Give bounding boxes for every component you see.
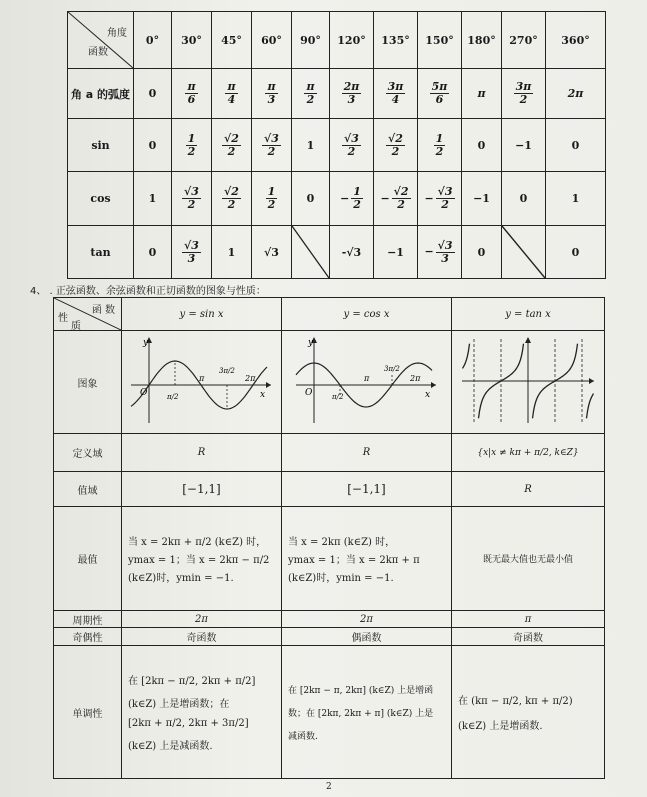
- mono-tan-line2: (k∈Z) 上是增函数.: [458, 721, 543, 732]
- mono-cos-line2: 数；在 [2kπ, 2kπ + π] (k∈Z) 上是: [288, 708, 434, 719]
- cos-y-label: y: [307, 338, 313, 348]
- cos-cell-5: − $\frac{1}{2}$: [330, 172, 374, 226]
- sin-cell-10: 0: [546, 119, 606, 172]
- header-zhi: 质: [71, 321, 81, 332]
- sin-pi-label: π: [198, 374, 204, 383]
- mono-cos-line1: 在 [2kπ − π, 2kπ] (k∈Z) 上是增函: [288, 685, 434, 696]
- domain-tan: {x|x ≠ kπ + π/2, k∈Z}: [452, 434, 605, 472]
- rad-cell-1: $\frac{\pi}{6}$: [172, 69, 212, 119]
- sin-origin-label: O: [139, 388, 147, 398]
- cos-cell-9: 0: [502, 172, 546, 226]
- period-tan: π: [452, 611, 605, 628]
- ext-cos-line2: ymax = 1；当 x = 2kπ + π: [288, 555, 420, 566]
- tan-cell-1: $\frac{√3}{3}$: [172, 226, 212, 279]
- extreme-cos: [282, 507, 452, 611]
- row-range-label: 值域: [54, 472, 122, 507]
- extreme-tan: 既无最大值也无最小值: [452, 507, 605, 611]
- period-sin: 2π: [122, 611, 282, 628]
- angle-60: 60°: [252, 12, 292, 69]
- sin-y-label: y: [142, 338, 148, 348]
- tan-cell-2: 1: [212, 226, 252, 279]
- rad-cell-9: $\frac{3\pi}{2}$: [502, 69, 546, 119]
- angle-90: 90°: [292, 12, 330, 69]
- mono-sin-line4: (k∈Z) 上是减函数.: [128, 741, 213, 752]
- angle-30: 30°: [172, 12, 212, 69]
- rad-cell-2: $\frac{\pi}{4}$: [212, 69, 252, 119]
- sine-graph: [127, 333, 277, 428]
- col-sin: y = sin x: [122, 298, 282, 331]
- row-graph-label: 图象: [54, 331, 122, 434]
- diagonal-line: [68, 12, 133, 68]
- cos-cell-4: 0: [292, 172, 330, 226]
- tan-cell-7: − $\frac{√3}{3}$: [418, 226, 462, 279]
- tan-cell-0: 0: [134, 226, 172, 279]
- rad-cell-5: $\frac{2\pi}{3}$: [330, 69, 374, 119]
- mono-sin-line1: 在 [2kπ − π/2, 2kπ + π/2]: [128, 676, 256, 687]
- sin-graph-cell: [122, 331, 282, 434]
- angle-120: 120°: [330, 12, 374, 69]
- rad-cell-3: $\frac{\pi}{3}$: [252, 69, 292, 119]
- tan-label: tan: [68, 226, 134, 279]
- angle-270: 270°: [502, 12, 546, 69]
- parity-cos: 偶函数: [282, 628, 452, 646]
- extreme-sin: [122, 507, 282, 611]
- cos-origin-label: O: [304, 388, 312, 398]
- tangent-graph: [458, 333, 598, 428]
- undefined-slash: [502, 226, 545, 278]
- rad-cell-6: $\frac{3\pi}{4}$: [374, 69, 418, 119]
- corner-header: [68, 12, 134, 69]
- rad-cell-4: $\frac{\pi}{2}$: [292, 69, 330, 119]
- sin-cell-7: $\frac{1}{2}$: [418, 119, 462, 172]
- section-4-title: 4、 . 正弦函数、余弦函数和正切函数的图象与性质：: [30, 286, 266, 297]
- header-function: 函数: [88, 47, 108, 58]
- sin-cell-5: $\frac{√3}{2}$: [330, 119, 374, 172]
- cos-x-label: x: [424, 390, 430, 400]
- cos-cell-1: $\frac{√3}{2}$: [172, 172, 212, 226]
- row-cos: [68, 172, 606, 226]
- ext-sin-line1: 当 x = 2kπ + π/2 (k∈Z) 时，: [128, 537, 267, 548]
- cos-graph-cell: [282, 331, 452, 434]
- row-tan: [68, 226, 606, 279]
- col-tan: y = tan x: [452, 298, 605, 331]
- sin-cell-0: 0: [134, 119, 172, 172]
- row-radians: [68, 69, 606, 119]
- ext-sin-line3: (k∈Z)时，ymin = −1.: [128, 573, 234, 584]
- tan-cell-5: -√3: [330, 226, 374, 279]
- row-period-label: 周期性: [54, 611, 122, 628]
- sin-cell-9: −1: [502, 119, 546, 172]
- sin-cell-3: $\frac{√3}{2}$: [252, 119, 292, 172]
- row-domain-label: 定义域: [54, 434, 122, 472]
- mono-sin: [122, 646, 282, 779]
- tan-cell-3: √3: [252, 226, 292, 279]
- rad-cell-8: π: [462, 69, 502, 119]
- cos-cell-3: $\frac{1}{2}$: [252, 172, 292, 226]
- cos-3pi2-label: 3π/2: [383, 365, 400, 373]
- mono-cos-line3: 减函数.: [288, 731, 318, 742]
- angle-180: 180°: [462, 12, 502, 69]
- parity-sin: 奇函数: [122, 628, 282, 646]
- cos-pi2-label: π/2: [331, 393, 343, 401]
- mono-tan-line1: 在 (kπ − π/2, kπ + π/2): [458, 696, 573, 707]
- trig-values-table: [67, 11, 606, 279]
- tan-undefined-cell-9: [502, 226, 546, 279]
- angle-360: 360°: [546, 12, 606, 69]
- sin-cell-6: $\frac{√2}{2}$: [374, 119, 418, 172]
- undefined-slash: [292, 226, 329, 278]
- domain-cos: R: [282, 434, 452, 472]
- cosine-graph: [292, 333, 442, 428]
- row-sin: [68, 119, 606, 172]
- rad-label: 角 a 的弧度: [68, 69, 134, 119]
- range-cos: [−1,1]: [282, 472, 452, 507]
- trig-properties-table: [53, 297, 605, 779]
- cos-2pi-label: 2π: [409, 374, 420, 383]
- tan-graph-cell: [452, 331, 605, 434]
- tan-undefined-cell-4: [292, 226, 330, 279]
- cos-cell-2: $\frac{√2}{2}$: [212, 172, 252, 226]
- ext-cos-line3: (k∈Z)时，ymin = −1.: [288, 573, 394, 584]
- sin-cell-1: $\frac{1}{2}$: [172, 119, 212, 172]
- cos-cell-10: 1: [546, 172, 606, 226]
- tan-cell-6: −1: [374, 226, 418, 279]
- page-number: 2: [326, 782, 332, 792]
- mono-sin-line2: (k∈Z) 上是增函数；在: [128, 699, 230, 710]
- ext-sin-line2: ymax = 1；当 x = 2kπ − π/2: [128, 555, 270, 566]
- cos-cell-7: − $\frac{√3}{2}$: [418, 172, 462, 226]
- domain-sin: R: [122, 434, 282, 472]
- angle-0: 0°: [134, 12, 172, 69]
- rad-cell-10: 2π: [546, 69, 606, 119]
- mono-tan: [452, 646, 605, 779]
- parity-tan: 奇函数: [452, 628, 605, 646]
- col-cos: y = cos x: [282, 298, 452, 331]
- cos-cell-6: − $\frac{√2}{2}$: [374, 172, 418, 226]
- sin-pi2-label: π/2: [166, 393, 178, 401]
- ext-cos-line1: 当 x = 2kπ (k∈Z) 时，: [288, 537, 396, 548]
- sin-x-label: x: [259, 390, 265, 400]
- angle-150: 150°: [418, 12, 462, 69]
- sin-cell-2: $\frac{√2}{2}$: [212, 119, 252, 172]
- angle-135: 135°: [374, 12, 418, 69]
- tan-cell-8: 0: [462, 226, 502, 279]
- header-xing: 性: [58, 313, 68, 324]
- tan-cell-10: 0: [546, 226, 606, 279]
- sin-cell-8: 0: [462, 119, 502, 172]
- rad-cell-7: $\frac{5\pi}{6}$: [418, 69, 462, 119]
- mono-sin-line3: [2kπ + π/2, 2kπ + 3π/2]: [128, 718, 249, 729]
- cos-pi-label: π: [363, 374, 369, 383]
- row-parity-label: 奇偶性: [54, 628, 122, 646]
- rad-cell-0: 0: [134, 69, 172, 119]
- angle-45: 45°: [212, 12, 252, 69]
- mono-cos: [282, 646, 452, 779]
- sin-cell-4: 1: [292, 119, 330, 172]
- sin-label: sin: [68, 119, 134, 172]
- cos-cell-0: 1: [134, 172, 172, 226]
- cos-label: cos: [68, 172, 134, 226]
- row-extreme-label: 最值: [54, 507, 122, 611]
- header-hanshu: 函 数: [91, 305, 115, 316]
- sin-3pi2-label: 3π/2: [218, 367, 235, 375]
- period-cos: 2π: [282, 611, 452, 628]
- range-tan: R: [452, 472, 605, 507]
- t2-corner-header: [54, 298, 122, 331]
- cos-cell-8: −1: [462, 172, 502, 226]
- sin-2pi-label: 2π: [244, 374, 255, 383]
- row-mono-label: 单调性: [54, 646, 122, 779]
- header-angle: 角度: [107, 28, 127, 39]
- range-sin: [−1,1]: [122, 472, 282, 507]
